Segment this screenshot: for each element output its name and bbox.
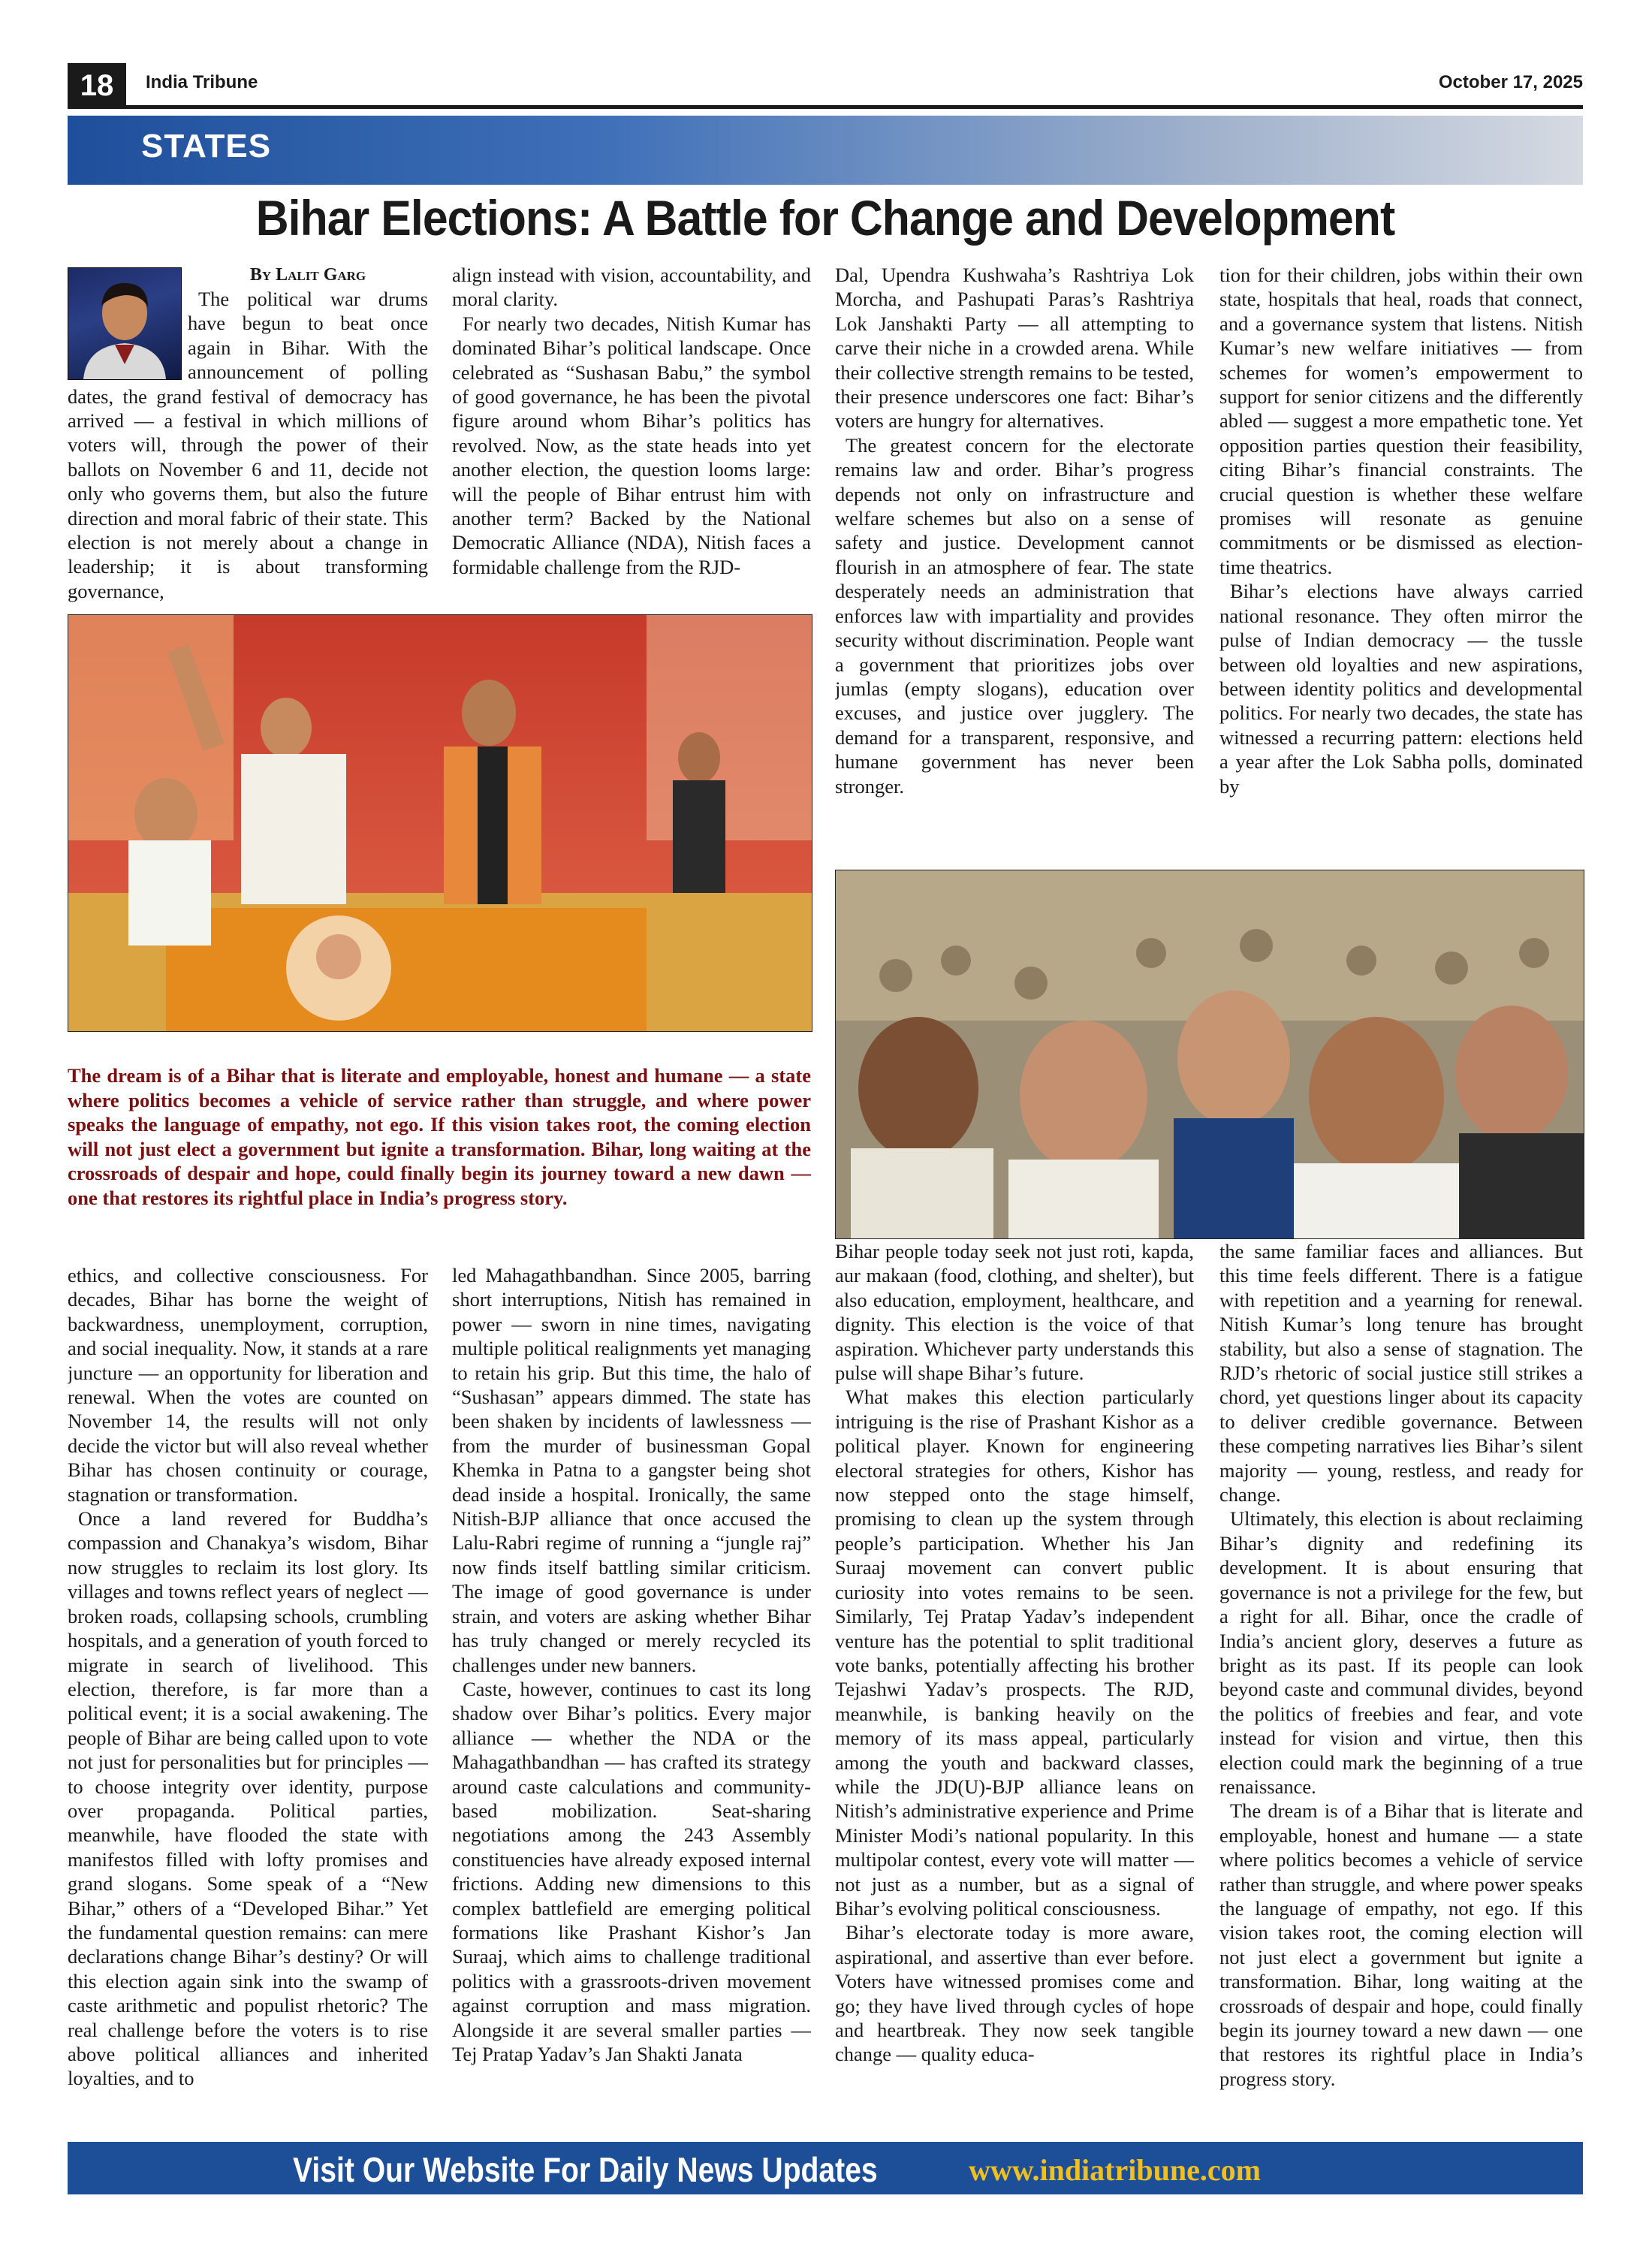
footer-tagline: Visit Our Website For Daily News Updates xyxy=(293,2150,878,2189)
column-4-top xyxy=(1219,263,1583,826)
publication-name: India Tribune xyxy=(146,72,258,92)
rally-photo xyxy=(68,614,812,1032)
paragraph: ethics, and collective consciousness. For decades, Bihar has borne the weight of backwardness, unemployment, corruption, and social inequality. Now, it stands at a rare juncture — an opportunity for liberation and renewal. When the votes are counted on November 14, the results will not only decide the victor but will also reveal whether Bihar has chosen continuity or courage, stagnation or transformation. xyxy=(68,1264,428,1506)
section-banner xyxy=(68,116,1583,185)
leaders-photo xyxy=(835,870,1584,1239)
byline: By Lalit Garg xyxy=(249,265,366,285)
section-label: STATES xyxy=(141,128,272,164)
paragraph: The greatest concern for the electorate remains law and order. Bihar’s progress depends not only on infrastructure and welfare schemes but also on a sense of safety and justice. Development cannot flourish in an atmosphere of fear. The state desperately needs an administration that enforces law with impartiality and provides security without discrimination. People want a government that prioritizes jobs over jumlas (empty slogans), education over excuses, and justice over jugglery. The demand for a transparent, responsive, and humane government has never been stronger. xyxy=(835,433,1194,798)
paragraph: Ultimately, this election is about reclaiming Bihar’s dignity and redefining its development. It is about ensuring that governance is not a privilege for the few, but a right for all. Bihar, once the cradle of India’s ancient glory, deserves a future as bright as its past. If its people can look beyond caste and communal divides, beyond the politics of freebies and fear, and vote instead for vision and virtue, then this election could mark the beginning of a true renaissance. xyxy=(1219,1507,1583,1798)
page-number: 18 xyxy=(68,63,126,108)
header-rule xyxy=(68,105,1583,109)
column-1-bottom xyxy=(68,1263,428,2137)
paragraph: Bihar people today seek not just roti, kapda, aur makaan (food, clothing, and shelter), but also education, employment, healthcare, and dignity. This election is the voice of that aspiration. Whichever party understands this pulse will shape Bihar’s future. xyxy=(835,1240,1194,1385)
paragraph: Once a land revered for Buddha’s compassion and Chanakya’s wisdom, Bihar now struggles to reclaim its lost glory. Its villages and towns reflect years of neglect — broken roads, collapsing schools, crumbling hospitals, and a generation of youth forced to migrate in search of livelihood. This election, therefore, is far more than a political event; it is a social awakening. The people of Bihar are being called upon to vote not just for personalities but for principles — to choose integrity over identity, purpose over propaganda. Political parties, meanwhile, have flooded the state with manifestos filled with lofty promises and grand slogans. Some speak of a “New Bihar,” others of a “Developed Bihar.” Yet the fundamental question remains: can mere declarations change Bihar’s destiny? Or will this election again sink into the swamp of caste arithmetic and populist rhetoric? The real challenge before the voters is to rise above political alliances and inherited loyalties, and to xyxy=(68,1507,428,2090)
paragraph: tion for their children, jobs within their own state, hospitals that heal, roads that connect, and a governance system that listens. Nitish Kumar’s new welfare initiatives — from schemes for women’s empowerment to support for senior citizens and the differently abled — suggest a more empathetic tone. Yet opposition parties question their feasibility, citing Bihar’s financial constraints. The crucial question is whether these welfare promises will resonate as genuine commitments or be dismissed as election-time theatrics. xyxy=(1219,264,1583,578)
paragraph: align instead with vision, accountability, and moral clarity. xyxy=(452,264,811,311)
footer-banner xyxy=(68,2142,1583,2194)
column-1-top xyxy=(68,287,428,603)
paragraph: Caste, however, continues to cast its long shadow over Bihar’s politics. Every major alliance — whether the NDA or the Mahagathbandhan — has crafted its strategy around caste calculations and community-based mobilization. Seat-sharing negotiations among the 243 Assembly constituencies have already exposed internal frictions. Adding new dimensions to this complex battlefield are emerging political formations like Prashant Kishor’s Jan Suraaj, which aims to challenge traditional politics with a grassroots-driven movement against corruption and mass migration. Alongside it are several smaller parties — Tej Pratap Yadav’s Jan Shakti Janata xyxy=(452,1677,811,2065)
paragraph: For nearly two decades, Nitish Kumar has dominated Bihar’s political landscape. Once celebrated as “Sushasan Babu,” the symbol of good governance, he has been the pivotal figure around whom Bihar’s politics has revolved. Now, as the state heads into yet another election, the question looms large: will the people of Bihar entrust him with another term? Backed by the National Democratic Alliance (NDA), Nitish faces a formidable challenge from the RJD- xyxy=(452,312,811,578)
paragraph: The dream is of a Bihar that is literate and employable, honest and humane — a state where politics becomes a vehicle of service rather than struggle, and where power speaks the language of empathy, not ego. If this vision takes root, the coming election will not just elect a government but ignite a transformation. Bihar, long waiting at the crossroads of despair and hope, could finally begin its journey toward a new dawn — one that restores its rightful place in India’s progress story. xyxy=(1219,1799,1583,2090)
column-2-top xyxy=(452,263,811,579)
paragraph: The political war drums have begun to beat once again in Bihar. With the announcement of polling dates, the grand festival of democracy has arrived — a festival in which millions of voters will, through the power of their ballots on November 6 and 11, decide not only who governs them, but also the future direction and moral fabric of their state. This election is not merely about a change in leadership; it is about transforming governance, xyxy=(68,288,428,602)
paragraph: led Mahagathbandhan. Since 2005, barring short interruptions, Nitish has remained in power — sworn in nine times, navigating multiple political realignments yet managing to retain his grip. But this time, the halo of “Sushasan” appears dimmed. The state has been shaken by incidents of lawlessness — from the murder of businessman Gopal Khemka in Patna to a gangster being shot dead inside a hospital. Ironically, the same Nitish-BJP alliance that once accused the Lalu-Rabri regime of running a “jungle raj” now finds itself battling similar criticism. The image of good governance is under strain, and voters are asking whether Bihar has truly changed or merely recycled its challenges under new banners. xyxy=(452,1264,811,1676)
paragraph: the same familiar faces and alliances. But this time feels different. There is a fatigue with repetition and a yearning for renewal. Nitish Kumar’s long tenure has brought stability, but also a sense of stagnation. The RJD’s rhetoric of social justice still strikes a chord, yet questions linger about its capacity to deliver credible governance. Between these competing narratives lies Bihar’s silent majority — young, restless, and ready for change. xyxy=(1219,1240,1583,1507)
column-3-top xyxy=(835,263,1194,826)
paragraph: What makes this election particularly intriguing is the rise of Prashant Kishor as a political player. Known for engineering electoral strategies for others, Kishor has now stepped onto the stage himself, promising to clean up the system through people’s participation. Whether his Jan Suraaj movement can convert public curiosity into votes remains to be seen. Similarly, Tej Pratap Yadav’s independent venture has the potential to split traditional vote banks, potentially affecting his brother Tejashwi Yadav’s prospects. The RJD, meanwhile, is banking heavily on the memory of its mass appeal, particularly among the youth and backward classes, while the JD(U)-BJP alliance leans on Nitish’s administrative experience and Prime Minister Modi’s national popularity. In this multipolar contest, every vote will matter — not just as a number, but as a signal of Bihar’s evolving political consciousness. xyxy=(835,1386,1194,1920)
column-4-bottom xyxy=(1219,1239,1583,2137)
paragraph: Dal, Upendra Kushwaha’s Rashtriya Lok Morcha, and Pashupati Paras’s Rashtriya Lok Janshakti Party — all attempting to carve their niche in a crowded arena. While their collective strength remains to be tested, their presence underscores one fact: Bihar’s voters are hungry for alternatives. xyxy=(835,264,1194,433)
website-link[interactable]: www.indiatribune.com xyxy=(969,2153,1261,2187)
column-3-bottom xyxy=(835,1239,1194,2137)
issue-date: October 17, 2025 xyxy=(1438,72,1583,92)
headline: Bihar Elections: A Battle for Change and Development xyxy=(255,190,1395,246)
pull-quote: The dream is of a Bihar that is literate and employable, honest and humane — a state where politics becomes a vehicle of service rather than struggle, and where power speaks the language of empathy, not ego. If this vision takes root, the coming election will not just elect a government but ignite a transformation. Bihar, long waiting at the crossroads of despair and hope, could finally begin its journey toward a new dawn — one that restores its rightful place in India’s progress story. xyxy=(68,1064,811,1209)
column-2-bottom xyxy=(452,1263,811,2137)
paragraph: Bihar’s elections have always carried national resonance. They often mirror the pulse of Indian democracy — the tussle between old loyalties and new aspirations, between identity politics and developmental politics. For nearly two decades, the state has witnessed a recurring pattern: elections held a year after the Lok Sabha polls, dominated by xyxy=(1219,580,1583,798)
paragraph: Bihar’s electorate today is more aware, aspirational, and assertive than ever before. Voters have witnessed promises come and go; they have lived through cycles of hope and heartbreak. They now seek tangible change — quality educa- xyxy=(835,1921,1194,2066)
